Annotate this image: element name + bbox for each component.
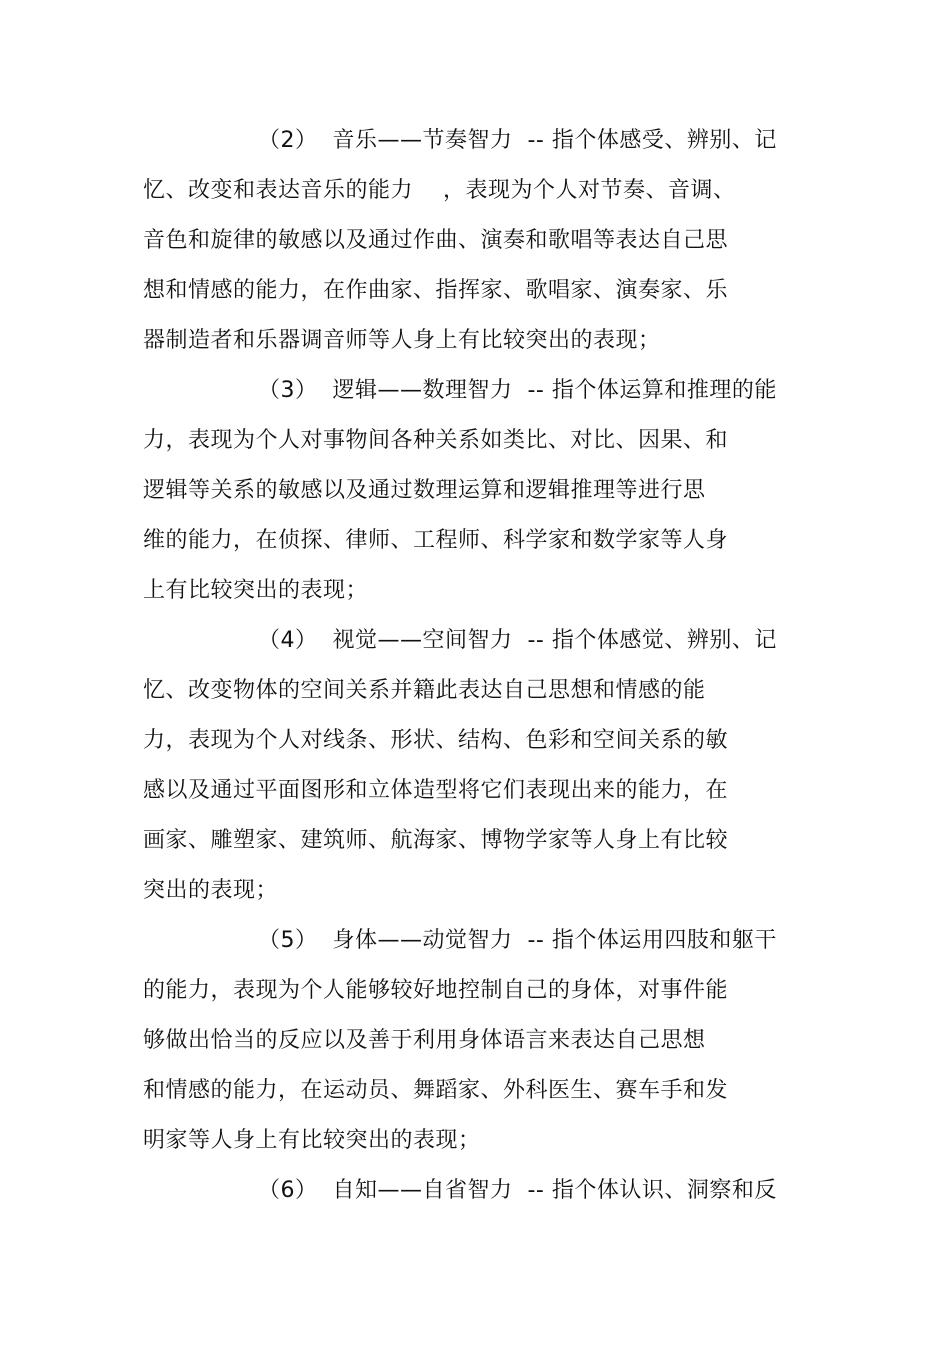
paragraph-line: （6） 自知——自省智力 -- 指个体认识、洞察和反 [258,1178,777,1203]
paragraph-line: 维的能力，在侦探、律师、工程师、科学家和数学家等人身 [143,528,729,553]
paragraph-line: 逻辑等关系的敏感以及通过数理运算和逻辑推理等进行思 [143,478,706,503]
paragraph-line: （5） 身体——动觉智力 -- 指个体运用四肢和躯干 [258,928,777,953]
paragraph-line: 忆、改变和表达音乐的能力 ，表现为个人对节奏、音调、 [143,178,736,203]
paragraph-line: 够做出恰当的反应以及善于利用身体语言来表达自己思想 [143,1028,706,1053]
paragraph-line: （3） 逻辑——数理智力 -- 指个体运算和推理的能 [258,378,777,403]
paragraph-line: 画家、雕塑家、建筑师、航海家、博物学家等人身上有比较 [143,828,729,853]
paragraph-line: 想和情感的能力，在作曲家、指挥家、歌唱家、演奏家、乐 [143,278,729,303]
paragraph-line: 力，表现为个人对事物间各种关系如类比、对比、因果、和 [143,428,729,453]
paragraph-line: 器制造者和乐器调音师等人身上有比较突出的表现； [143,328,661,353]
paragraph-line: 力，表现为个人对线条、形状、结构、色彩和空间关系的敏 [143,728,729,753]
paragraph-line: 感以及通过平面图形和立体造型将它们表现出来的能力，在 [143,778,729,803]
paragraph-line: 突出的表现； [143,878,279,903]
paragraph-line: 明家等人身上有比较突出的表现； [143,1128,481,1153]
paragraph-line: 音色和旋律的敏感以及通过作曲、演奏和歌唱等表达自己思 [143,228,729,253]
paragraph-line: 上有比较突出的表现； [143,578,369,603]
paragraph-line: 的能力，表现为个人能够较好地控制自己的身体，对事件能 [143,978,729,1003]
paragraph-line: 和情感的能力，在运动员、舞蹈家、外科医生、赛车手和发 [143,1078,729,1103]
paragraph-line: （4） 视觉——空间智力 -- 指个体感觉、辨别、记 [258,628,777,653]
paragraph-line: 忆、改变物体的空间关系并籍此表达自己思想和情感的能 [143,678,706,703]
paragraph-line: （2） 音乐——节奏智力 -- 指个体感受、辨别、记 [258,128,777,153]
